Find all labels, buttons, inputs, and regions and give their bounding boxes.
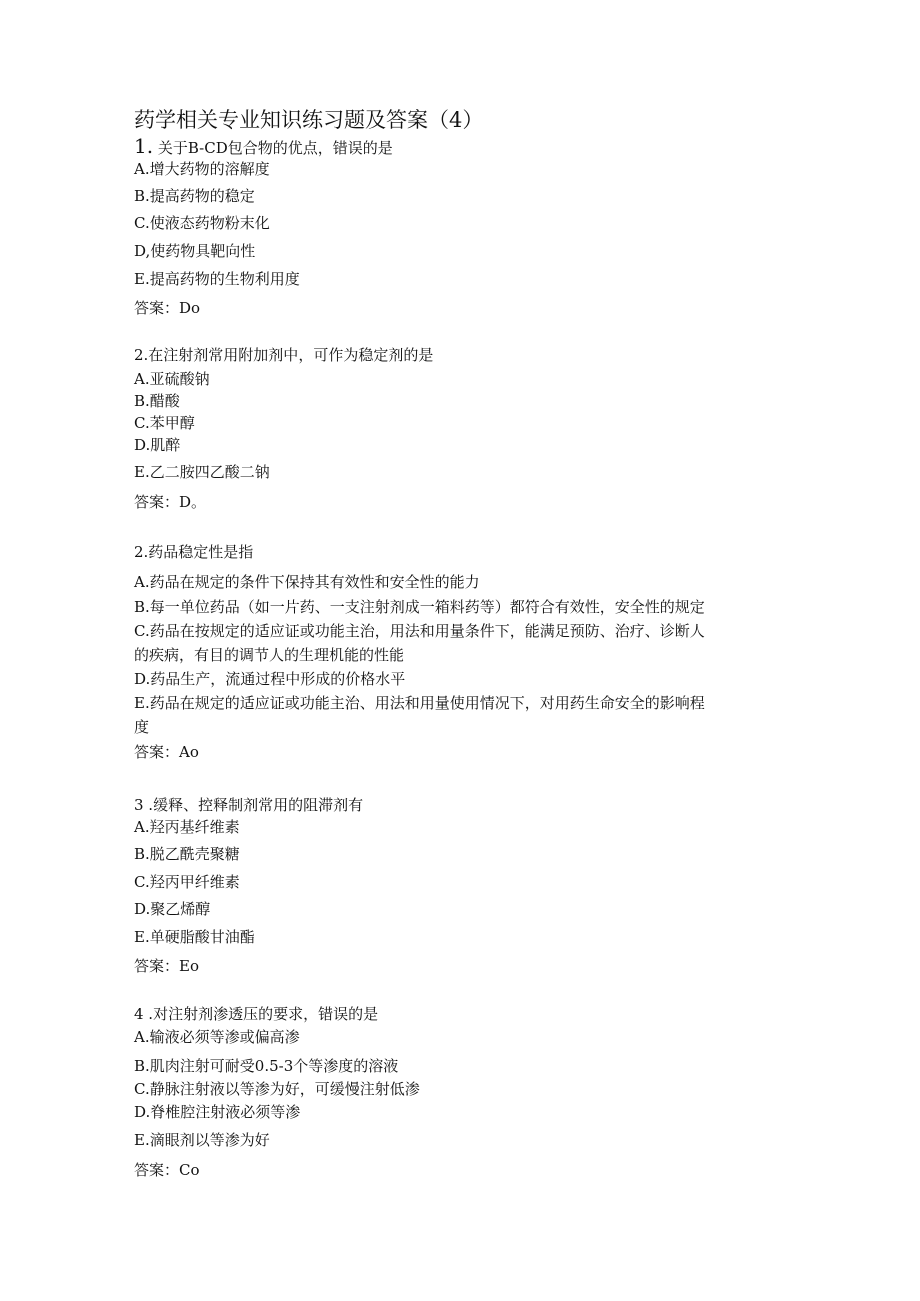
question-4-option-d: D.聚乙烯醇: [134, 900, 211, 918]
question-1-option-c: C.使液态药物粉末化: [134, 214, 270, 232]
question-1-stem-line: [134, 134, 393, 158]
question-5-stem: 4 .对注射剂渗透压的要求，错误的是: [134, 1005, 379, 1023]
question-1-option-b: B.提高药物的稳定: [134, 187, 255, 205]
question-1-option-d: D,使药物具靶向性: [134, 242, 256, 260]
question-5-answer: 答案：Co: [134, 1161, 200, 1179]
question-4-option-e: E.单硬脂酸甘油酯: [134, 928, 255, 946]
question-1-answer: 答案：Do: [134, 299, 201, 317]
question-2-stem: 2.在注射剂常用附加剂中，可作为稳定剂的是: [134, 346, 434, 364]
question-3-option-line: 的疾病，有目的调节人的生理机能的性能: [134, 646, 405, 664]
question-4-stem: 3 .缓释、控释制剂常用的阻滞剂有: [134, 796, 364, 814]
question-3-option-line: C.药品在按规定的适应证或功能主治，用法和用量条件下，能满足预防、治疗、诊断人: [134, 622, 705, 640]
question-5-option-b: B.肌肉注射可耐受0.5-3个等渗度的溶液: [134, 1057, 399, 1075]
question-2-option-d: D.肌醉: [134, 436, 181, 454]
question-1-number: 1.: [134, 134, 154, 158]
question-2-answer: 答案：D。: [134, 493, 207, 511]
question-5-option-d: D.脊椎腔注射液必须等渗: [134, 1103, 301, 1121]
question-3-option-line: B.每一单位药品（如一片药、一支注射剂成一箱料药等）都符合有效性，安全性的规定: [134, 598, 705, 616]
question-5-option-a: A.输液必须等渗或偏高渗: [134, 1028, 300, 1046]
question-3-option-line: E.药品在规定的适应证或功能主治、用法和用量使用情况下，对用药生命安全的影响程: [134, 694, 705, 712]
question-4-option-b: B.脱乙酰壳聚糖: [134, 845, 240, 863]
question-3-option-line: A.药品在规定的条件下保持其有效性和安全性的能力: [134, 573, 480, 591]
question-1-stem: 关于B-CD包合物的优点，错误的是: [157, 139, 393, 157]
question-3-stem: 2.药品稳定性是指: [134, 543, 254, 561]
question-2-option-b: B.醋酸: [134, 392, 180, 410]
question-4-answer: 答案：Eo: [134, 957, 199, 975]
question-3-answer: 答案：Ao: [134, 743, 199, 761]
question-2-option-e: E.乙二胺四乙酸二钠: [134, 463, 270, 481]
question-4-option-c: C.羟丙甲纤维素: [134, 873, 240, 891]
question-3-option-line: D.药品生产，流通过程中形成的价格水平: [134, 670, 406, 688]
question-5-option-e: E.滴眼剂以等渗为好: [134, 1131, 270, 1149]
question-1-option-e: E.提高药物的生物利用度: [134, 270, 300, 288]
question-2-option-c: C.苯甲醇: [134, 414, 195, 432]
question-1-option-a: A.增大药物的溶解度: [134, 160, 270, 178]
question-4-option-a: A.羟丙基纤维素: [134, 818, 240, 836]
question-3-option-line: 度: [134, 718, 150, 736]
question-2-option-a: A.亚硫酸钠: [134, 370, 210, 388]
question-5-option-c: C.静脉注射液以等渗为好，可缓慢注射低渗: [134, 1080, 420, 1098]
page-title: 药学相关专业知识练习题及答案（4）: [134, 108, 484, 132]
